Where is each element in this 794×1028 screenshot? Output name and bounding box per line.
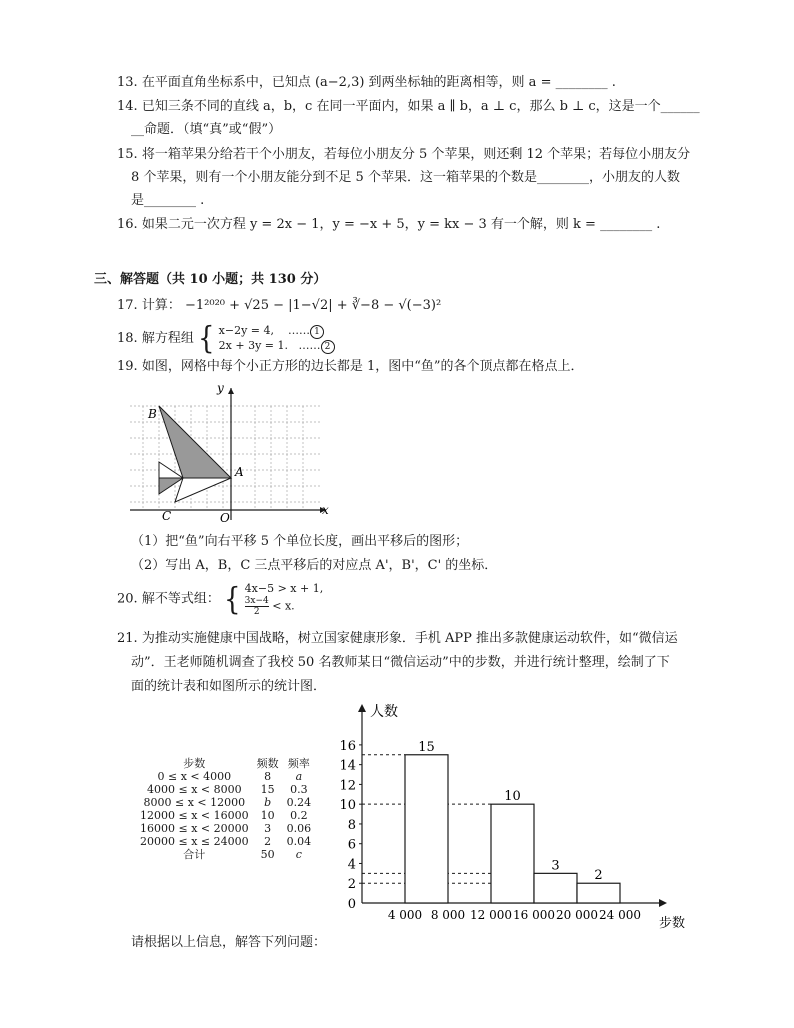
question-19	[117, 358, 584, 376]
q18-system	[219, 324, 335, 354]
table-cell: c	[295, 848, 302, 861]
bar-data-label: 2	[594, 868, 603, 884]
table-cell: 10	[260, 809, 275, 822]
q16-number: 16.	[117, 217, 138, 232]
q18-dots-2: ……	[298, 339, 321, 352]
y-tick-label: 10	[339, 798, 356, 814]
table-cell: 16000 ≤ x < 20000	[140, 822, 249, 835]
x-tick-label: 16 000	[513, 908, 555, 922]
table-row	[136, 770, 315, 783]
q15-line2: 8 个苹果，则有一个小朋友能分到不足 5 个苹果．这一箱苹果的个数是________，小朋友的人数	[131, 170, 680, 185]
label-a: A	[235, 465, 244, 479]
x-tick-label: 8 000	[430, 908, 466, 922]
q20-system	[245, 582, 324, 617]
table-row	[136, 848, 315, 861]
table-header-row	[136, 757, 315, 770]
table-cell: 8000 ≤ x < 12000	[143, 796, 246, 809]
x-tick-label: 12 000	[470, 908, 512, 922]
label-b: B	[148, 407, 157, 421]
label-x: x	[322, 503, 329, 517]
q20-brace: {	[223, 581, 241, 618]
histogram-bar	[405, 755, 448, 903]
q20-ineq2-rest: < x.	[272, 599, 295, 613]
q18-eq1: x−2y = 4,	[218, 324, 275, 337]
question-17	[117, 297, 441, 315]
histogram-bar	[577, 883, 620, 903]
x-tick-label: 4 000	[387, 908, 423, 922]
q19-sub2: （2）写出 A，B，C 三点平移后的对应点 A'，B'，C' 的坐标．	[131, 558, 498, 573]
table-cell: 20000 ≤ x ≤ 24000	[140, 835, 249, 848]
q20-label: 解不等式组：	[141, 591, 220, 607]
table-cell: 50	[260, 848, 275, 861]
bar-data-label: 3	[551, 858, 560, 874]
question-16	[117, 216, 660, 234]
y-axis-label: 人数	[370, 704, 398, 720]
histogram-bar	[491, 804, 534, 903]
question-21	[117, 630, 678, 648]
table-header-cell: 频数	[256, 757, 279, 770]
table-cell: 15	[260, 783, 275, 796]
table-row	[136, 796, 315, 809]
q19-text: 如图，网格中每个小正方形的边长都是 1，图中“鱼”的各个顶点都在格点上．	[141, 359, 584, 374]
question-15	[117, 146, 690, 164]
y-tick-label: 12	[339, 778, 356, 794]
table-header-cell: 步数	[183, 757, 206, 770]
table-cell: 0.06	[286, 822, 312, 835]
table-cell: a	[295, 770, 303, 783]
q14-line1: 已知三条不同的直线 a，b，c 在同一平面内，如果 a ∥ b，a ⊥ c，那么 b ⊥ c，这是一个______	[141, 99, 700, 114]
table-cell: 0.2	[290, 809, 308, 822]
q20-ineq1: 4x−5 > x + 1,	[244, 582, 324, 595]
fish-body-upper	[159, 406, 231, 478]
q18-dots-1: ……	[288, 324, 311, 337]
y-tick-label: 0	[347, 897, 356, 912]
question-18	[117, 321, 335, 357]
x-tick-label: 20 000	[556, 908, 598, 922]
table-row	[136, 809, 315, 822]
table-header-cell: 频率	[287, 757, 310, 770]
table-row	[136, 822, 315, 835]
q14-line2: __命题．（填“真”或“假”）	[131, 122, 282, 137]
table-cell: 0.04	[286, 835, 312, 848]
x-axis-arrow-icon	[659, 899, 667, 907]
q18-brace: {	[197, 321, 215, 357]
table-cell: 8	[264, 770, 272, 783]
q19-number: 19.	[117, 359, 138, 374]
y-tick-label: 4	[347, 857, 356, 873]
table-cell: 4000 ≤ x < 8000	[146, 783, 242, 796]
x-tick-label: 24 000	[599, 908, 641, 922]
y-tick-label: 16	[339, 738, 356, 754]
y-tick-label: 6	[347, 837, 356, 853]
label-o: O	[220, 511, 230, 525]
q18-eq2: 2x + 3y = 1.	[218, 339, 289, 352]
q20-number: 20.	[117, 591, 138, 607]
bar-data-label: 10	[504, 789, 521, 805]
table-cell: b	[264, 796, 272, 809]
q21-line1: 为推动实施健康中国战略，树立国家健康形象．手机 APP 推出多款健康运动软件，如“微信运	[141, 631, 678, 646]
fish-body-lower	[175, 478, 231, 502]
q20-numerator: 3x−4	[244, 596, 269, 606]
bar-data-label: 15	[418, 739, 435, 755]
table-cell: 0.24	[286, 796, 312, 809]
table-cell: 0 ≤ x < 4000	[157, 770, 232, 783]
fish-grid-figure	[120, 380, 340, 525]
q18-circle-2: 2	[321, 340, 335, 354]
frequency-table	[136, 757, 315, 861]
q13-number: 13.	[117, 75, 138, 90]
q19-sub1: （1）把“鱼”向右平移 5 个单位长度，画出平移后的图形；	[131, 534, 469, 549]
q14-number: 14.	[117, 99, 138, 114]
section-3-title: 三、解答题（共 10 小题；共 130 分）	[94, 272, 327, 287]
table-row	[136, 783, 315, 796]
y-tick-label: 8	[347, 817, 356, 833]
label-c: C	[162, 509, 172, 523]
q21-line3: 面的统计表和如图所示的统计图．	[131, 679, 327, 694]
table-cell: 3	[264, 822, 272, 835]
q15-line1: 将一箱苹果分给若干个小朋友，若每位小朋友分 5 个苹果，则还剩 12 个苹果；若每位小朋友分	[141, 147, 691, 162]
question-20	[117, 582, 323, 616]
q18-number: 18.	[117, 331, 138, 346]
table-cell: 合计	[183, 848, 206, 861]
q20-fraction	[245, 596, 269, 617]
q15-line3: 是________ .	[131, 193, 205, 208]
question-13	[117, 74, 616, 92]
q20-denominator: 2	[245, 606, 269, 617]
q18-label: 解方程组	[141, 331, 194, 346]
table-cell: 0.3	[290, 783, 308, 796]
q21-footer: 请根据以上信息，解答下列问题：	[131, 935, 327, 950]
question-14	[117, 98, 700, 116]
q13-text: 在平面直角坐标系中，已知点 (a−2,3) 到两坐标轴的距离相等，则 a = ________ .	[141, 75, 616, 90]
q21-line2: 动”．王老师随机调查了我校 50 名教师某日“微信运动”中的步数，并进行统计整理，绘制了下	[131, 655, 670, 670]
x-axis-label: 步数	[659, 916, 686, 930]
q18-circle-1: 1	[310, 325, 324, 339]
histogram-bar	[534, 873, 577, 903]
y-tick-label: 14	[339, 758, 356, 774]
q15-number: 15.	[117, 147, 138, 162]
y-tick-label: 2	[347, 877, 356, 893]
table-row	[136, 835, 315, 848]
q17-expression: −1²⁰²⁰ + √25 − |1−√2| + ∛−8 − √(−3)²	[184, 298, 442, 313]
q21-number: 21.	[117, 631, 138, 646]
label-y: y	[217, 381, 224, 395]
q17-number: 17.	[117, 298, 138, 313]
q17-label: 计算：	[141, 298, 181, 313]
q16-text: 如果二元一次方程 y = 2x − 1，y = −x + 5，y = kx − 3 有一个解，则 k = ________ .	[141, 217, 661, 232]
step-count-histogram	[330, 698, 700, 930]
y-axis-arrow-icon	[358, 704, 366, 712]
table-cell: 2	[264, 835, 272, 848]
y-axis-arrow-icon	[228, 388, 234, 394]
table-cell: 12000 ≤ x < 16000	[140, 809, 249, 822]
